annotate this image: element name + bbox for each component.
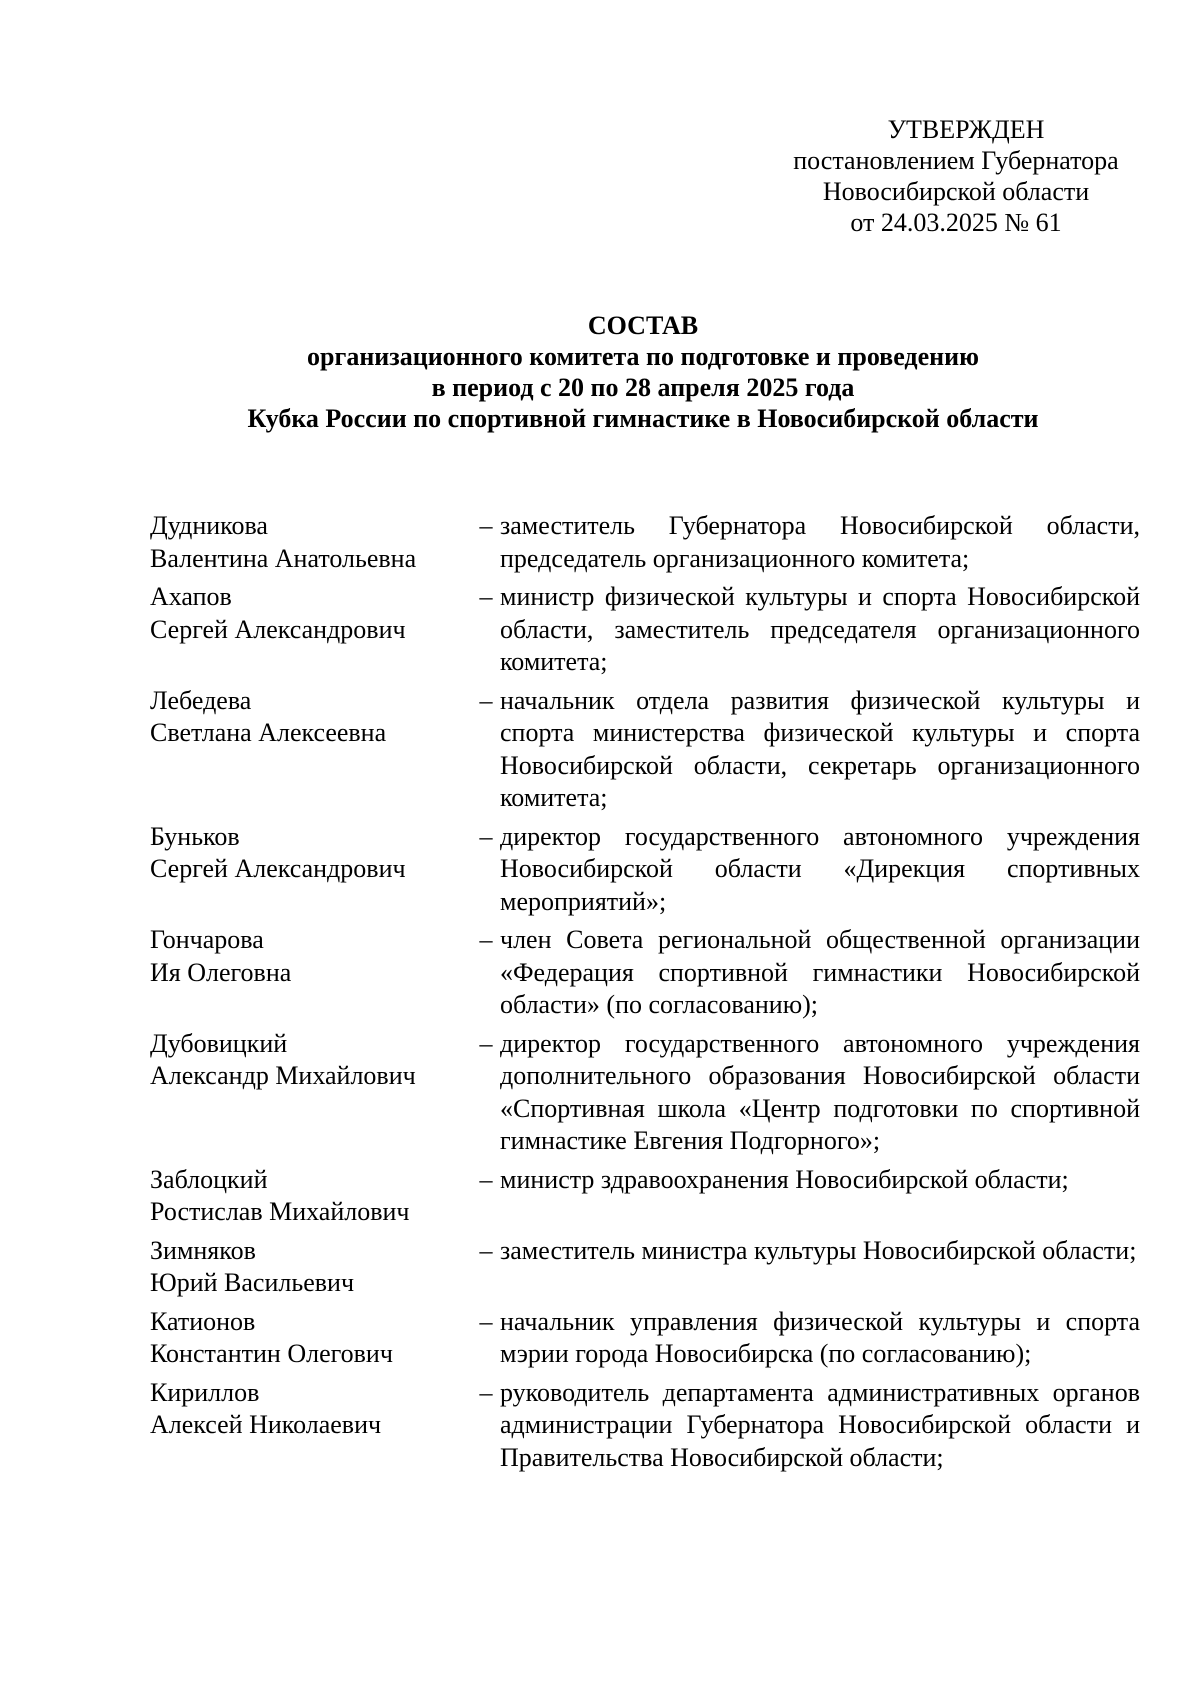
member-role: заместитель министра культуры Новосибирской области;: [500, 1235, 1137, 1265]
member-given-name: Ростислав Михайлович: [150, 1197, 410, 1226]
member-role: заместитель Губернатора Новосибирской области, председатель организационного комитета;: [500, 511, 1140, 573]
member-role: директор государственного автономного учреждения Новосибирской области «Дирекция спортивных мероприятий»;: [500, 821, 1140, 916]
approval-date-number: от 24.03.2025 № 61: [850, 208, 1062, 237]
member-surname: Гончарова: [150, 925, 264, 954]
member-dash: –: [479, 1028, 493, 1058]
member-role: член Совета региональной общественной организации «Федерация спортивной гимнастики Новосибирской области» (по согласованию);: [500, 925, 1140, 1019]
member-name: [150, 821, 472, 919]
member-dash: –: [479, 685, 493, 715]
member-given-name: Ия Олеговна: [150, 957, 292, 987]
member-given-name: Сергей Александрович: [150, 854, 406, 883]
member-row: [150, 821, 1140, 919]
member-dash: –: [479, 925, 493, 954]
member-surname: Дудникова: [150, 511, 268, 540]
member-given-name: Юрий Васильевич: [150, 1268, 355, 1297]
member-dash: –: [479, 1164, 493, 1194]
member-list: [150, 510, 1140, 1480]
approval-stamp: [766, 114, 1146, 238]
member-row: [150, 924, 1140, 1022]
member-row: [150, 685, 1140, 815]
member-surname: Лебедева: [150, 685, 252, 715]
member-name: [150, 685, 472, 815]
member-role: начальник управления физической культуры и спорта мэрии города Новосибирска (по согласованию);: [500, 1306, 1140, 1368]
member-name: [150, 510, 472, 575]
member-dash: –: [479, 1377, 493, 1407]
member-given-name: Алексей Николаевич: [150, 1410, 382, 1439]
member-row: [150, 581, 1140, 679]
title-heading: СОСТАВ: [587, 311, 699, 340]
member-row: [150, 1028, 1140, 1158]
member-name: [150, 581, 472, 679]
member-given-name: Валентина Анатольевна: [150, 543, 417, 573]
member-role: директор государственного автономного учреждения дополнительного образования Новосибирской области «Спортивная школа «Центр подготовки по спортивной гимнастике Евгения Подгорного»;: [500, 1028, 1140, 1155]
member-surname: Дубовицкий: [150, 1028, 288, 1058]
member-dash: –: [479, 821, 493, 851]
member-name: [150, 1306, 472, 1371]
member-row: [150, 1306, 1140, 1371]
member-surname: Зимняков: [150, 1235, 256, 1265]
member-row: [150, 1377, 1140, 1475]
member-name: [150, 1164, 472, 1229]
member-name: [150, 1028, 472, 1158]
member-surname: Буньков: [150, 821, 240, 851]
member-dash: –: [479, 511, 493, 540]
member-row: [150, 1164, 1140, 1229]
member-role: руководитель департамента административных органов администрации Губернатора Новосибирской области и Правительства Новосибирской области;: [500, 1377, 1140, 1472]
member-given-name: Сергей Александрович: [150, 614, 406, 644]
member-dash: –: [479, 1306, 493, 1336]
member-row: [150, 1235, 1140, 1300]
member-surname: Кириллов: [150, 1377, 260, 1407]
member-surname: Заблоцкий: [150, 1164, 268, 1194]
member-name: [150, 1235, 472, 1300]
title-line-4: Кубка России по спортивной гимнастике в Новосибирской области: [247, 404, 1039, 433]
member-dash: –: [479, 1235, 493, 1265]
member-name: [150, 924, 472, 1022]
approval-region: Новосибирской области: [822, 177, 1090, 206]
member-given-name: Александр Михайлович: [150, 1061, 416, 1090]
member-role: министр здравоохранения Новосибирской области;: [500, 1164, 1069, 1194]
member-dash: –: [479, 582, 493, 611]
member-given-name: Светлана Алексеевна: [150, 718, 387, 747]
member-name: [150, 1377, 472, 1475]
approval-decree: постановлением Губернатора: [793, 146, 1119, 175]
member-role: министр физической культуры и спорта Новосибирской области, заместитель председателя организационного комитета;: [500, 582, 1140, 676]
title-line-3: в период с 20 по 28 апреля 2025 года: [431, 373, 855, 402]
title-line-2: организационного комитета по подготовке и проведению: [307, 342, 979, 371]
member-given-name: Константин Олегович: [150, 1339, 393, 1368]
document-title: [150, 310, 1136, 434]
member-role: начальник отдела развития физической культуры и спорта министерства физической культуры и спорта Новосибирской области, секретарь организационного комитета;: [500, 685, 1140, 812]
approval-heading: УТВЕРЖДЕН: [887, 115, 1045, 144]
member-surname: Ахапов: [150, 582, 232, 611]
member-surname: Катионов: [150, 1306, 256, 1336]
member-row: [150, 510, 1140, 575]
